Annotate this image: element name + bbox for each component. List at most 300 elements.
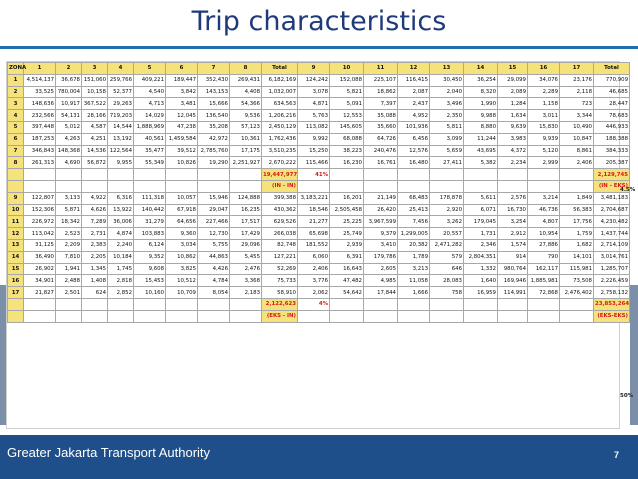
table-cell: 23,176 [560, 74, 594, 86]
table-cell: 25,749 [330, 228, 364, 240]
table-header-cell: 5 [134, 63, 166, 75]
table-cell: 72,868 [528, 287, 560, 299]
table-cell: 9,379 [364, 228, 398, 240]
table-cell: 152,306 [24, 204, 56, 216]
table-cell: 1,762,436 [262, 133, 298, 145]
table-cell: 58,910 [262, 287, 298, 299]
table-cell: (IN - EKS) [594, 180, 630, 192]
table-cell: 2,118 [560, 86, 594, 98]
table-cell: 3,967,599 [364, 216, 398, 228]
table-cell: 16,235 [230, 204, 262, 216]
zone-cell: 2 [8, 86, 24, 98]
table-cell: 4,713 [134, 98, 166, 110]
table-cell: 42,972 [198, 133, 230, 145]
table-cell: 116,415 [398, 74, 430, 86]
table-cell: 9,939 [528, 133, 560, 145]
table-cell: 35,088 [364, 110, 398, 122]
title-underline [0, 46, 638, 49]
table-cell: 1,032,007 [262, 86, 298, 98]
table-header-cell: 2 [56, 63, 82, 75]
table-cell [24, 169, 56, 181]
table-cell: 4,690 [56, 157, 82, 169]
table-header-cell: 14 [464, 63, 498, 75]
table-cell: 115,981 [560, 263, 594, 275]
table-cell: 914 [498, 251, 528, 263]
footer-organization: Greater Jakarta Transport Authority [7, 445, 211, 460]
table-cell: 9,352 [134, 251, 166, 263]
table-cell: 3,510,235 [262, 145, 298, 157]
table-cell: 1,759 [560, 228, 594, 240]
table-cell: 980,764 [498, 263, 528, 275]
table-row [8, 204, 630, 216]
table-cell [134, 298, 166, 310]
table-cell: 101,936 [398, 121, 430, 133]
table-header-cell: 15 [498, 63, 528, 75]
table-cell: 152,088 [330, 74, 364, 86]
table-cell: 2,087 [398, 86, 430, 98]
table-cell [298, 310, 330, 322]
table-cell: 33,525 [24, 86, 56, 98]
table-cell: 44,863 [198, 251, 230, 263]
table-header-cell: 10 [330, 63, 364, 75]
table-cell: 17,517 [230, 216, 262, 228]
table-cell [166, 169, 198, 181]
table-cell [364, 169, 398, 181]
table-cell: 240,476 [364, 145, 398, 157]
table-cell [560, 180, 594, 192]
zone-cell: 5 [8, 121, 24, 133]
table-cell: 115,466 [298, 157, 330, 169]
zone-cell: 14 [8, 251, 24, 263]
table-cell: 2,406 [298, 263, 330, 275]
table-cell: 1,885,981 [528, 275, 560, 287]
table-cell: 17,844 [364, 287, 398, 299]
table-cell: 14,101 [560, 251, 594, 263]
table-cell: 2,523 [56, 228, 82, 240]
table-cell [134, 169, 166, 181]
summary-row [8, 180, 630, 192]
table-cell [134, 180, 166, 192]
table-cell: 103,883 [134, 228, 166, 240]
table-cell: 4,784 [198, 275, 230, 287]
table-cell [398, 169, 430, 181]
table-cell: 35,477 [134, 145, 166, 157]
table-cell: 4,372 [498, 145, 528, 157]
table-cell: 2,818 [108, 275, 134, 287]
trip-matrix-sheet [6, 61, 630, 429]
table-cell: 225,107 [364, 74, 398, 86]
table-cell: 68,088 [330, 133, 364, 145]
table-cell: 1,158 [528, 98, 560, 110]
table-cell: 2,804,351 [464, 251, 498, 263]
table-cell: 7,289 [82, 216, 108, 228]
table-cell: 2,731 [82, 228, 108, 240]
table-cell: 579 [430, 251, 464, 263]
table-row [8, 275, 630, 287]
table-row [8, 110, 630, 122]
table-cell: 18,546 [298, 204, 330, 216]
table-cell: 188,388 [594, 133, 630, 145]
zone-cell: 8 [8, 157, 24, 169]
table-cell: 28,166 [82, 110, 108, 122]
table-cell: 114,991 [498, 287, 528, 299]
table-cell: 47,238 [166, 121, 198, 133]
table-cell: 770,909 [594, 74, 630, 86]
table-cell: 124,242 [298, 74, 330, 86]
table-cell: 16,480 [398, 157, 430, 169]
table-cell: 169,946 [498, 275, 528, 287]
table-cell [464, 298, 498, 310]
table-cell: 2,129,745 [594, 169, 630, 181]
table-cell: 189,447 [166, 74, 198, 86]
table-cell [82, 310, 108, 322]
table-cell: 10,184 [108, 251, 134, 263]
table-cell: 352,430 [198, 74, 230, 86]
table-cell [198, 180, 230, 192]
table-cell: 3,496 [430, 98, 464, 110]
table-cell: 2,501 [56, 287, 82, 299]
table-cell [230, 310, 262, 322]
table-cell: 16,643 [330, 263, 364, 275]
table-cell: 56,872 [82, 157, 108, 169]
zone-cell: 6 [8, 133, 24, 145]
table-cell: 178,878 [430, 192, 464, 204]
table-cell: 3,014,761 [594, 251, 630, 263]
table-cell: 4,807 [528, 216, 560, 228]
table-cell [198, 310, 230, 322]
table-cell: 2,350 [430, 110, 464, 122]
table-cell: 2,406 [560, 157, 594, 169]
table-cell: 4,408 [230, 86, 262, 98]
table-cell: 4% [298, 298, 330, 310]
table-cell: 2,488 [56, 275, 82, 287]
table-cell: 2,939 [330, 239, 364, 251]
table-cell [560, 169, 594, 181]
table-cell: 3,133 [56, 192, 82, 204]
summary-row [8, 169, 630, 181]
table-cell: 4,871 [298, 98, 330, 110]
table-cell: 1,345 [82, 263, 108, 275]
table-cell: 3,410 [364, 239, 398, 251]
table-cell: 1,285,707 [594, 263, 630, 275]
table-row [8, 133, 630, 145]
table-cell: 15,666 [198, 98, 230, 110]
table-cell: 758 [430, 287, 464, 299]
table-cell [330, 298, 364, 310]
table-cell: 3,011 [528, 110, 560, 122]
table-cell: 29,099 [498, 74, 528, 86]
table-cell: 5,091 [330, 98, 364, 110]
table-cell: 19,447,977 [262, 169, 298, 181]
table-cell [330, 310, 364, 322]
table-row [8, 228, 630, 240]
table-cell [498, 169, 528, 181]
table-cell: 10,158 [82, 86, 108, 98]
table-header-cell: 16 [528, 63, 560, 75]
table-cell: 148,636 [24, 98, 56, 110]
table-cell: 12,553 [330, 110, 364, 122]
table-cell: 10,160 [134, 287, 166, 299]
table-cell: 9,988 [464, 110, 498, 122]
table-cell: 43,695 [464, 145, 498, 157]
table-cell: 2,289 [528, 86, 560, 98]
table-cell: 2,205 [82, 251, 108, 263]
table-cell: 111,318 [134, 192, 166, 204]
table-cell: 397,448 [24, 121, 56, 133]
table-cell [464, 310, 498, 322]
table-cell: 1,574 [498, 239, 528, 251]
table-cell: 36,490 [24, 251, 56, 263]
table-cell: 13,192 [108, 133, 134, 145]
zone-cell: 3 [8, 98, 24, 110]
table-cell [464, 169, 498, 181]
table-cell: 4,263 [56, 133, 82, 145]
table-cell: 1,731 [464, 228, 498, 240]
table-cell [498, 298, 528, 310]
table-cell: 54,131 [56, 110, 82, 122]
table-cell: 384,333 [594, 145, 630, 157]
table-header-cell: Total [262, 63, 298, 75]
table-cell: (EKS-EKS) [594, 310, 630, 322]
table-cell: 55,349 [134, 157, 166, 169]
table-cell: 646 [430, 263, 464, 275]
table-cell: 28,083 [430, 275, 464, 287]
table-cell: 38,223 [330, 145, 364, 157]
table-cell: 14,536 [82, 145, 108, 157]
table-cell [198, 298, 230, 310]
table-cell: 64,656 [166, 216, 198, 228]
table-cell: 12,576 [398, 145, 430, 157]
table-cell: 56,383 [560, 204, 594, 216]
table-cell: 5,821 [330, 86, 364, 98]
zone-cell: 1 [8, 74, 24, 86]
table-cell: 624 [82, 287, 108, 299]
table-cell: 226,972 [24, 216, 56, 228]
table-cell: 3,214 [528, 192, 560, 204]
table-row [8, 74, 630, 86]
table-cell: 12,045 [166, 110, 198, 122]
table-cell: 2,183 [230, 287, 262, 299]
table-cell: 10,361 [230, 133, 262, 145]
table-cell [108, 169, 134, 181]
table-cell: 1,459,584 [166, 133, 198, 145]
table-row [8, 86, 630, 98]
table-cell: 2,226,459 [594, 275, 630, 287]
table-cell: 5,382 [464, 157, 498, 169]
table-cell: 2,999 [528, 157, 560, 169]
table-cell: 15,946 [198, 192, 230, 204]
summary-row [8, 298, 630, 310]
table-cell: (IN - IN) [262, 180, 298, 192]
table-cell [330, 169, 364, 181]
table-cell: 2,758,132 [594, 287, 630, 299]
table-cell: 14,029 [134, 110, 166, 122]
table-cell [398, 180, 430, 192]
table-cell [230, 169, 262, 181]
table-cell: 65,698 [298, 228, 330, 240]
table-cell: 41% [298, 169, 330, 181]
table-cell [430, 180, 464, 192]
zone-cell: 17 [8, 287, 24, 299]
table-cell: 3,344 [560, 110, 594, 122]
table-cell: 179,045 [464, 216, 498, 228]
table-cell: 122,807 [24, 192, 56, 204]
table-cell: 7,810 [56, 251, 82, 263]
table-cell: 2,234 [498, 157, 528, 169]
eks-eks-percent: 50% [620, 393, 634, 399]
table-cell [398, 310, 430, 322]
table-row [8, 121, 630, 133]
table-cell: 10,826 [166, 157, 198, 169]
table-cell: 18,342 [56, 216, 82, 228]
table-cell [528, 298, 560, 310]
table-cell: 1,745 [108, 263, 134, 275]
table-cell: 9,992 [298, 133, 330, 145]
table-cell: 629,526 [262, 216, 298, 228]
zone-cell [8, 298, 24, 310]
table-cell [108, 180, 134, 192]
table-cell: 7,456 [398, 216, 430, 228]
table-header-cell: 1 [24, 63, 56, 75]
table-cell: 2,383 [82, 239, 108, 251]
table-cell: 1,437,744 [594, 228, 630, 240]
table-cell: 17,175 [230, 145, 262, 157]
table-cell: 1,408 [82, 275, 108, 287]
table-cell: 269,431 [230, 74, 262, 86]
table-cell: 346,843 [24, 145, 56, 157]
table-cell: 20,382 [398, 239, 430, 251]
zone-cell: 16 [8, 275, 24, 287]
table-header-cell: 6 [166, 63, 198, 75]
table-cell: 68,483 [398, 192, 430, 204]
table-cell: 3,983 [498, 133, 528, 145]
table-cell: 1,849 [560, 192, 594, 204]
table-cell [166, 298, 198, 310]
table-cell: 36,006 [108, 216, 134, 228]
table-cell: 23,853,264 [594, 298, 630, 310]
table-cell: 122,564 [108, 145, 134, 157]
table-header-cell: 7 [198, 63, 230, 75]
table-cell: 18,862 [364, 86, 398, 98]
table-cell: 2,576 [498, 192, 528, 204]
table-cell: 2,040 [430, 86, 464, 98]
table-cell: 78,683 [594, 110, 630, 122]
table-header-cell: 17 [560, 63, 594, 75]
table-cell: 2,605 [364, 263, 398, 275]
table-cell: 52,269 [262, 263, 298, 275]
table-cell: 11,058 [398, 275, 430, 287]
table-header-cell: 12 [398, 63, 430, 75]
zone-cell: 9 [8, 192, 24, 204]
table-cell: 6,124 [134, 239, 166, 251]
table-cell: 4,426 [198, 263, 230, 275]
zone-cell: 7 [8, 145, 24, 157]
table-cell: 2,240 [108, 239, 134, 251]
table-cell [108, 298, 134, 310]
table-cell: 64,726 [364, 133, 398, 145]
table-cell: 3,368 [230, 275, 262, 287]
table-cell [166, 180, 198, 192]
table-cell: 3,825 [166, 263, 198, 275]
table-cell: 780,004 [56, 86, 82, 98]
table-cell: 634,563 [262, 98, 298, 110]
table-cell: 34,076 [528, 74, 560, 86]
table-cell: 12,730 [198, 228, 230, 240]
table-cell: 3,842 [166, 86, 198, 98]
table-cell: 25,225 [330, 216, 364, 228]
table-cell: 6,060 [298, 251, 330, 263]
table-cell: 1,640 [464, 275, 498, 287]
table-cell: 162,117 [528, 263, 560, 275]
table-cell [498, 310, 528, 322]
table-cell: 140,442 [134, 204, 166, 216]
table-cell: 15,830 [528, 121, 560, 133]
table-cell: 5,611 [464, 192, 498, 204]
table-cell: 227,466 [198, 216, 230, 228]
table-cell: 67,918 [166, 204, 198, 216]
table-header-cell: 4 [108, 63, 134, 75]
table-cell [56, 310, 82, 322]
table-cell [528, 180, 560, 192]
table-cell: 36,254 [464, 74, 498, 86]
table-cell: 148,368 [56, 145, 82, 157]
table-cell: 40,561 [134, 133, 166, 145]
table-cell: 143,153 [198, 86, 230, 98]
table-cell: 3,213 [398, 263, 430, 275]
table-cell: 13,922 [108, 204, 134, 216]
table-cell: 3,481,183 [594, 192, 630, 204]
table-cell [198, 169, 230, 181]
table-cell: 9,360 [166, 228, 198, 240]
table-cell [166, 310, 198, 322]
table-cell: 723 [560, 98, 594, 110]
table-cell: 2,714,109 [594, 239, 630, 251]
table-cell: 15,250 [298, 145, 330, 157]
table-cell [528, 310, 560, 322]
table-cell: 2,920 [430, 204, 464, 216]
table-cell: 26,420 [364, 204, 398, 216]
table-cell [560, 310, 594, 322]
table-cell: 8,880 [464, 121, 498, 133]
table-row [8, 263, 630, 275]
table-cell [82, 169, 108, 181]
table-row [8, 239, 630, 251]
table-cell: 2,122,623 [262, 298, 298, 310]
table-header-cell: ZONA [8, 63, 24, 75]
table-cell [56, 180, 82, 192]
table-cell: 5,811 [430, 121, 464, 133]
table-cell: 21,827 [24, 287, 56, 299]
table-cell: 17,429 [230, 228, 262, 240]
table-cell: 113,082 [298, 121, 330, 133]
table-cell: 430,362 [262, 204, 298, 216]
table-cell: 4,922 [82, 192, 108, 204]
table-cell [134, 310, 166, 322]
table-cell [330, 180, 364, 192]
table-cell [364, 310, 398, 322]
table-cell: 10,057 [166, 192, 198, 204]
table-cell [56, 169, 82, 181]
table-cell [430, 310, 464, 322]
table-row [8, 98, 630, 110]
table-cell: 10,954 [528, 228, 560, 240]
table-row [8, 251, 630, 263]
table-cell: 3,254 [498, 216, 528, 228]
table-cell: 2,251,927 [230, 157, 262, 169]
table-cell: 4,514,137 [24, 74, 56, 86]
table-cell: 2,785,760 [198, 145, 230, 157]
table-cell: 1,990 [464, 98, 498, 110]
